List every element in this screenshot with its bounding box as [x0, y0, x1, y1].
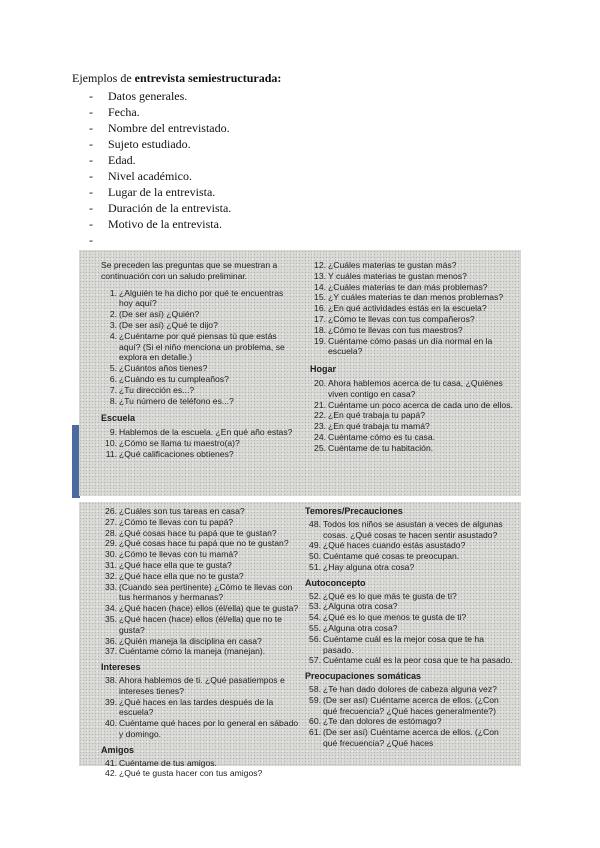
questions-hogar [310, 378, 514, 454]
question-number: 3. [109, 319, 117, 330]
question-text: ¿Cómo te llevas con tu papá? [119, 516, 234, 527]
question-number: 38. [105, 674, 117, 685]
scan1-left-column [101, 260, 299, 460]
question-text: ¿Qué es lo que más te gusta de ti? [323, 590, 457, 601]
question-item [101, 517, 301, 528]
list-item: - Nombre del entrevistado. [72, 120, 532, 136]
question-number: 11. [105, 448, 117, 459]
question-text: (De ser así) ¿Qué te dijo? [119, 319, 218, 330]
intro-list [72, 88, 532, 248]
list-item [72, 232, 532, 248]
question-number: 54. [309, 612, 321, 623]
scan2-right-column [305, 506, 513, 749]
question-text: ¿Tu dirección es...? [119, 384, 195, 395]
question-number: 19. [314, 335, 326, 346]
question-number: 16. [314, 303, 326, 314]
question-number: 34. [105, 603, 117, 614]
question-number: 57. [309, 655, 321, 666]
question-item [101, 538, 301, 549]
question-number: 5. [109, 363, 117, 374]
question-item [310, 325, 514, 336]
question-item [305, 655, 513, 666]
question-text: ¿Qué haces cuando estás asustado? [323, 540, 466, 551]
question-text: ¿Qué hace ella que no te gusta? [119, 570, 244, 581]
question-item [305, 612, 513, 623]
question-text: ¿En qué trabaja tu mamá? [328, 421, 430, 432]
question-text: ¿En qué trabaja tu papá? [328, 410, 425, 421]
question-text: ¿Qué hacen (hace) ellos (él/ella) que te gusta? [119, 603, 299, 614]
question-item [101, 528, 301, 539]
question-item [101, 363, 299, 374]
question-item [101, 288, 299, 310]
list-item: - Nivel académico. [72, 168, 532, 184]
question-text: ¿Qué hacen (hace) ellos (él/ella) que no te gusta? [119, 613, 282, 635]
question-item [310, 260, 514, 271]
question-text: Cuéntame de tu habitación. [328, 442, 434, 453]
question-number: 2. [109, 309, 117, 320]
list-item: - Duración de la entrevista. [72, 200, 532, 216]
question-text: ¿Te dan dolores de estómago? [323, 716, 442, 727]
question-number: 6. [109, 373, 117, 384]
question-number: 15. [314, 292, 326, 303]
questions-somaticas [305, 684, 513, 749]
scan1-right-column [310, 260, 514, 454]
questions-intereses [101, 675, 301, 740]
preface: Se preceden las preguntas que se muestran a continuación con un saludo preliminar. [101, 260, 278, 281]
question-number: 4. [109, 330, 117, 341]
scanned-page-1 [79, 250, 521, 496]
question-text: ¿Cómo te llevas con tus compañeros? [328, 313, 475, 324]
question-item [310, 421, 514, 432]
question-item [310, 410, 514, 421]
question-text: ¿Qué cosas hace tu papá que te gustan? [119, 527, 277, 538]
question-number: 25. [314, 442, 326, 453]
question-number: 23. [314, 421, 326, 432]
question-text: Hablemos de la escuela. ¿En qué año estas? [119, 427, 293, 438]
question-item [101, 646, 301, 657]
question-item [101, 718, 301, 740]
question-item [101, 571, 301, 582]
question-number: 41. [105, 757, 117, 768]
question-text: ¿Alguna otra cosa? [323, 601, 398, 612]
question-text: ¿Te han dado dolores de cabeza alguna vez? [323, 683, 497, 694]
question-item [305, 519, 513, 541]
question-item [101, 385, 299, 396]
question-number: 26. [105, 506, 117, 516]
question-text: Cuéntame cómo es tu casa. [328, 431, 435, 442]
section-heading-amigos: Amigos [101, 744, 135, 755]
question-item [310, 443, 514, 454]
questions-hogar-cont [101, 506, 301, 657]
question-number: 20. [314, 377, 326, 388]
question-text: Cuéntame un poco acerca de cada uno de ellos. [328, 399, 513, 410]
question-item [310, 378, 514, 400]
question-text: ¿Cuántos años tienes? [119, 363, 208, 374]
question-item [310, 336, 514, 358]
questions-left [101, 288, 299, 407]
question-number: 58. [309, 683, 321, 694]
question-text: ¿Qué hace ella que te gusta? [119, 559, 232, 570]
list-item: - Lugar de la entrevista. [72, 184, 532, 200]
question-item [101, 427, 299, 438]
question-number: 24. [314, 431, 326, 442]
question-number: 21. [314, 399, 326, 410]
question-text: Y cuáles materias te gustan menos? [328, 270, 467, 281]
question-number: 18. [314, 324, 326, 335]
question-number: 32. [105, 570, 117, 581]
question-text: Cuéntame cómo pasas un día normal en la escuela? [328, 335, 493, 357]
question-text: Cuéntame de tus amigos. [119, 757, 217, 768]
question-number: 42. [105, 768, 117, 779]
question-number: 9. [109, 427, 117, 438]
question-text: ¿Cómo te llevas con tus maestros? [328, 324, 463, 335]
question-item [310, 282, 514, 293]
questions-temores [305, 519, 513, 573]
intro-lead: Ejemplos de [72, 71, 135, 85]
question-item [101, 768, 301, 779]
question-text: ¿Qué es lo que menos te gusta de ti? [323, 612, 467, 623]
question-text: ¿Cuándo es tu cumpleaños? [119, 373, 229, 384]
question-number: 59. [309, 694, 321, 705]
question-item [310, 400, 514, 411]
intro-section [72, 70, 532, 248]
question-text: Cuéntame cuál es la mejor cosa que te ha pasado. [323, 633, 484, 655]
list-item: - Edad. [72, 152, 532, 168]
question-text: ¿Tu número de teléfono es...? [119, 395, 234, 406]
question-text: (De ser así) Cuéntame acerca de ellos. (¿Con qué frecuencia? ¿Qué haces generalmente?) [323, 694, 499, 716]
question-number: 51. [309, 561, 321, 572]
section-heading-autoconcepto: Autoconcepto [305, 577, 366, 588]
question-number: 12. [314, 260, 326, 270]
questions-right [310, 260, 514, 357]
intro-bold: entrevista semiestructurada: [134, 71, 282, 85]
question-number: 33. [105, 581, 117, 592]
question-item [305, 623, 513, 634]
list-item: - Datos generales. [72, 88, 532, 104]
question-number: 17. [314, 313, 326, 324]
question-number: 22. [314, 410, 326, 421]
question-item [101, 549, 301, 560]
question-number: 31. [105, 559, 117, 570]
question-number: 40. [105, 718, 117, 729]
question-number: 7. [109, 384, 117, 395]
question-text: ¿Qué cosas hace tu papá que no te gustan? [119, 538, 289, 549]
question-text: ¿Alguién te ha dicho por qué te encuentras hoy aquí? [119, 287, 284, 309]
question-number: 39. [105, 696, 117, 707]
question-item [101, 560, 301, 571]
question-text: ¿Alguna otra cosa? [323, 622, 398, 633]
question-item [310, 271, 514, 282]
question-item [310, 432, 514, 443]
question-number: 52. [309, 590, 321, 601]
question-item [305, 601, 513, 612]
question-number: 10. [105, 437, 117, 448]
question-text: ¿Cuáles materias te gustan más? [328, 260, 457, 270]
question-number: 29. [105, 538, 117, 549]
question-item [101, 582, 301, 604]
question-item [101, 449, 299, 460]
question-item [101, 396, 299, 407]
list-item: - Fecha. [72, 104, 532, 120]
question-text: ¿Qué calificaciones obtienes? [119, 448, 234, 459]
question-number: 50. [309, 551, 321, 562]
question-item [305, 716, 513, 727]
question-item [101, 320, 299, 331]
question-number: 48. [309, 518, 321, 529]
question-item [305, 591, 513, 602]
question-number: 56. [309, 633, 321, 644]
section-heading-somaticas: Preocupaciones somáticas [305, 671, 422, 682]
question-number: 37. [105, 646, 117, 657]
question-text: (Cuando sea pertinente) ¿Cómo te llevas con tus hermanos y hermanas? [119, 581, 293, 603]
question-text: ¿Quién maneja la disciplina en casa? [119, 635, 262, 646]
question-number: 60. [309, 716, 321, 727]
question-number: 30. [105, 549, 117, 560]
question-item [101, 758, 301, 769]
question-text: (De ser así) Cuéntame acerca de ellos. (¿Con qué frecuencia? ¿Qué haces [323, 727, 499, 748]
question-text: ¿En qué actividades estás en la escuela? [328, 303, 487, 314]
question-item [305, 727, 513, 749]
list-item: - Motivo de la entrevista. [72, 216, 532, 232]
question-text: ¿Cómo te llevas con tu mamá? [119, 549, 238, 560]
question-text: ¿Qué haces en las tardes después de la escuela? [119, 696, 274, 718]
question-item [101, 697, 301, 719]
question-item [101, 603, 301, 614]
section-heading-temores: Temores/Precauciones [305, 506, 403, 516]
intro-title [72, 70, 532, 86]
questions-autoconcepto [305, 591, 513, 667]
question-number: 27. [105, 516, 117, 527]
question-text: ¿Cuéntame por qué piensas tú que estás aquí? (Si el niño menciona un problema, se explora en detalle.) [119, 330, 285, 363]
question-item [310, 314, 514, 325]
question-item [101, 675, 301, 697]
question-number: 53. [309, 601, 321, 612]
scan2-left-column [101, 506, 301, 779]
section-heading-hogar: Hogar [310, 364, 337, 375]
question-text: (De ser así) ¿Quién? [119, 309, 200, 320]
section-heading-intereses: Intereses [101, 662, 141, 673]
question-number: 14. [314, 281, 326, 292]
question-number: 55. [309, 622, 321, 633]
scanned-page-2 [79, 502, 521, 779]
question-number: 1. [109, 287, 117, 298]
question-text: Cuéntame cómo la maneja (manejan). [119, 646, 266, 657]
question-item [305, 540, 513, 551]
question-number: 28. [105, 527, 117, 538]
question-item [101, 506, 301, 517]
question-number: 49. [309, 540, 321, 551]
question-number: 13. [314, 270, 326, 281]
question-text: Todos los niños se asustan a veces de algunas cosas. ¿Qué cosas te hacen sentir asustado? [323, 518, 503, 540]
question-text: ¿Cómo se llama tu maestro(a)? [119, 437, 240, 448]
questions-escuela [101, 427, 299, 459]
question-text: ¿Y cuáles materias te dan menos problemas? [328, 292, 504, 303]
question-text: ¿Cuáles son tus tareas en casa? [119, 506, 245, 516]
question-text: Ahora hablemos acerca de tu casa, ¿Quiénes viven contigo en casa? [328, 377, 503, 399]
question-text: Cuéntame qué cosas te preocupan. [323, 551, 460, 562]
question-text: Cuéntame cuál es la peor cosa que te ha pasado. [323, 655, 513, 666]
question-item [101, 438, 299, 449]
question-item [101, 331, 299, 363]
question-item [305, 695, 513, 717]
question-item [101, 636, 301, 647]
section-heading-escuela: Escuela [101, 413, 136, 424]
question-item [310, 292, 514, 303]
question-text: Cuéntame qué haces por lo general en sábado y domingo. [119, 718, 299, 739]
question-text: Ahora hablemos de ti. ¿Qué pasatiempos e intereses tienes? [119, 674, 285, 696]
question-number: 61. [309, 727, 321, 738]
question-item [310, 303, 514, 314]
question-number: 35. [105, 613, 117, 624]
question-item [305, 551, 513, 562]
question-item [305, 562, 513, 573]
question-text: ¿Qué te gusta hacer con tus amigos? [119, 768, 263, 779]
question-number: 8. [109, 395, 117, 406]
question-number: 36. [105, 635, 117, 646]
question-item [101, 374, 299, 385]
questions-amigos [101, 758, 301, 780]
question-text: ¿Hay alguna otra cosa? [323, 561, 415, 572]
question-item [305, 634, 513, 656]
question-text: ¿Cuáles materias te dan más problemas? [328, 281, 488, 292]
question-item [305, 684, 513, 695]
question-item [101, 309, 299, 320]
question-item [101, 614, 301, 636]
list-item: - Sujeto estudiado. [72, 136, 532, 152]
